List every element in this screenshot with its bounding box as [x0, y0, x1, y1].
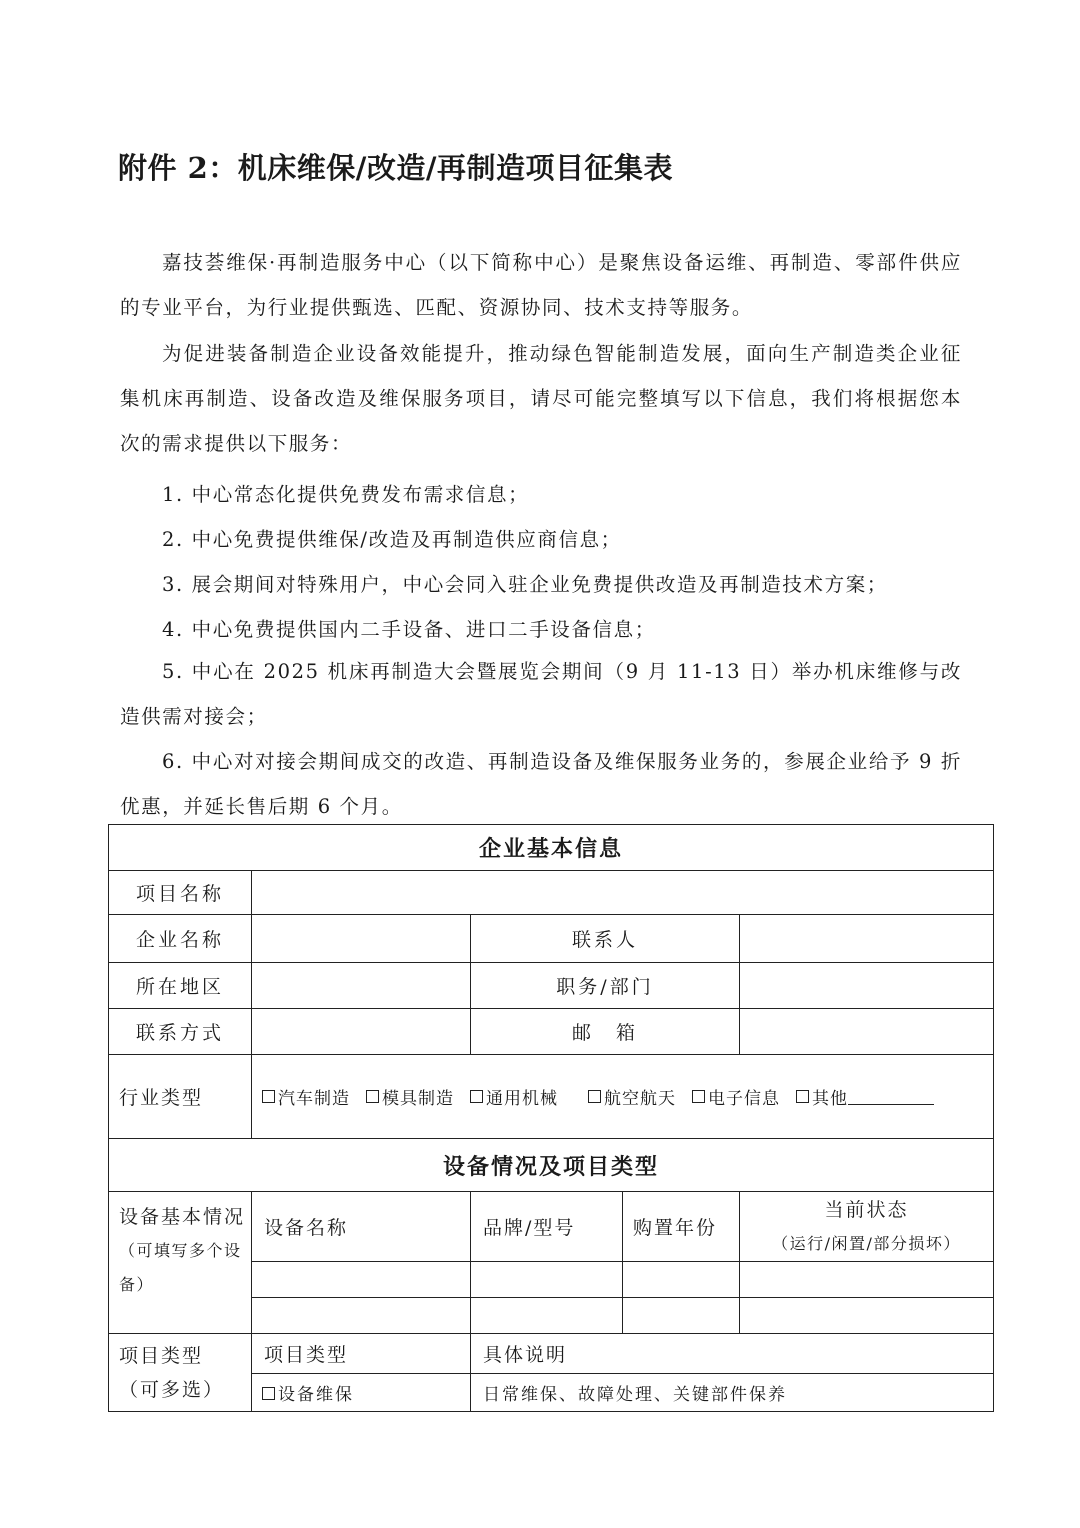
option-label: 汽车制造: [278, 1089, 350, 1109]
intro-paragraph-2: 为促进装备制造企业设备效能提升，推动绿色智能制造发展，面向生产制造类企业征集机床再制造、设备改造及维保服务项目，请尽可能完整填写以下信息，我们将根据您本次的需求提供以下服务：: [120, 342, 962, 455]
option-label: 通用机械: [486, 1089, 558, 1109]
current-status-cell[interactable]: [740, 1298, 994, 1334]
region-label: 所在地区: [109, 963, 252, 1009]
contact-person-label: 联系人: [471, 915, 740, 963]
col-project-type: 项目类型: [252, 1334, 471, 1374]
option-label: 设备维保: [278, 1385, 354, 1405]
industry-option-other[interactable]: [796, 1084, 934, 1109]
section-company-info: 企业基本信息: [109, 825, 994, 871]
option-label: 模具制造: [382, 1089, 454, 1109]
service-item-6: 6. 中心对对接会期间成交的改造、再制造设备及维保服务业务的，参展企业给予 9 折优惠，并延长售后期 6 个月。: [120, 750, 962, 818]
industry-option-aero[interactable]: [588, 1084, 676, 1109]
checkbox-icon: [366, 1090, 379, 1103]
service-item-3: 3. 展会期间对特殊用户，中心会同入驻企业免费提供改造及再制造技术方案；: [162, 573, 888, 596]
project-type-note: （可多选）: [119, 1378, 225, 1401]
col-equipment-name: 设备名称: [252, 1192, 471, 1262]
equipment-info-title: 设备基本情况: [119, 1206, 246, 1228]
checkbox-icon: [588, 1090, 601, 1103]
project-name-field[interactable]: [252, 871, 994, 915]
position-label: 职务/部门: [471, 963, 740, 1009]
current-status-cell[interactable]: [740, 1262, 994, 1298]
service-item-4: 4. 中心免费提供国内二手设备、进口二手设备信息；: [162, 618, 656, 641]
industry-option-general[interactable]: [470, 1084, 558, 1109]
option-label: 其他: [812, 1089, 848, 1109]
industry-option-mold[interactable]: [366, 1084, 454, 1109]
col-brand-model: 品牌/型号: [471, 1192, 623, 1262]
service-item-1: 1. 中心常态化提供免费发布需求信息；: [162, 483, 530, 506]
checkbox-icon: [470, 1090, 483, 1103]
region-field[interactable]: [252, 963, 471, 1009]
position-field[interactable]: [740, 963, 994, 1009]
industry-label: 行业类型: [109, 1055, 252, 1139]
service-item-5: 5. 中心在 2025 机床再制造大会暨展览会期间（9 月 11-13 日）举办机床维修与改造供需对接会；: [120, 660, 962, 728]
service-item-2: 2. 中心免费提供维保/改造及再制造供应商信息；: [162, 528, 622, 551]
collection-form-table: [108, 824, 994, 1412]
intro-paragraph-1: 嘉技荟维保·再制造服务中心（以下简称中心）是聚焦设备运维、再制造、零部件供应的专业平台，为行业提供甄选、匹配、资源协同、技术支持等服务。: [120, 251, 962, 319]
checkbox-icon: [262, 1387, 275, 1400]
brand-model-cell[interactable]: [471, 1262, 623, 1298]
option-label: 航空航天: [604, 1089, 676, 1109]
contact-method-field[interactable]: [252, 1009, 471, 1055]
project-option-maintenance[interactable]: [252, 1374, 471, 1412]
status-title: 当前状态: [824, 1198, 909, 1221]
equipment-info-label: [109, 1192, 252, 1334]
email-field[interactable]: [740, 1009, 994, 1055]
equipment-name-cell[interactable]: [252, 1298, 471, 1334]
email-label: 邮 箱: [471, 1009, 740, 1055]
purchase-year-cell[interactable]: [623, 1262, 740, 1298]
equipment-name-cell[interactable]: [252, 1262, 471, 1298]
purchase-year-cell[interactable]: [623, 1298, 740, 1334]
project-type-label: [109, 1334, 252, 1412]
col-detail: 具体说明: [471, 1334, 994, 1374]
maintenance-detail: 日常维保、故障处理、关键部件保养: [471, 1374, 994, 1412]
equipment-info-note: （可填写多个设备）: [119, 1241, 242, 1294]
other-blank-line[interactable]: [848, 1088, 934, 1105]
industry-options: [252, 1055, 994, 1139]
col-current-status: [740, 1192, 994, 1262]
option-label: 电子信息: [708, 1089, 780, 1109]
checkbox-icon: [796, 1090, 809, 1103]
checkbox-icon: [692, 1090, 705, 1103]
company-name-label: 企业名称: [109, 915, 252, 963]
project-name-label: 项目名称: [109, 871, 252, 915]
status-note: （运行/闲置/部分损坏）: [772, 1233, 961, 1253]
checkbox-icon: [262, 1090, 275, 1103]
brand-model-cell[interactable]: [471, 1298, 623, 1334]
project-type-title: 项目类型: [119, 1344, 204, 1367]
col-purchase-year: 购置年份: [623, 1192, 740, 1262]
industry-option-electronic[interactable]: [692, 1084, 780, 1109]
contact-person-field[interactable]: [740, 915, 994, 963]
company-name-field[interactable]: [252, 915, 471, 963]
section-equipment: 设备情况及项目类型: [109, 1139, 994, 1192]
contact-method-label: 联系方式: [109, 1009, 252, 1055]
page-title: 附件 2：机床维保/改造/再制造项目征集表: [118, 151, 673, 185]
industry-option-auto[interactable]: [262, 1084, 350, 1109]
